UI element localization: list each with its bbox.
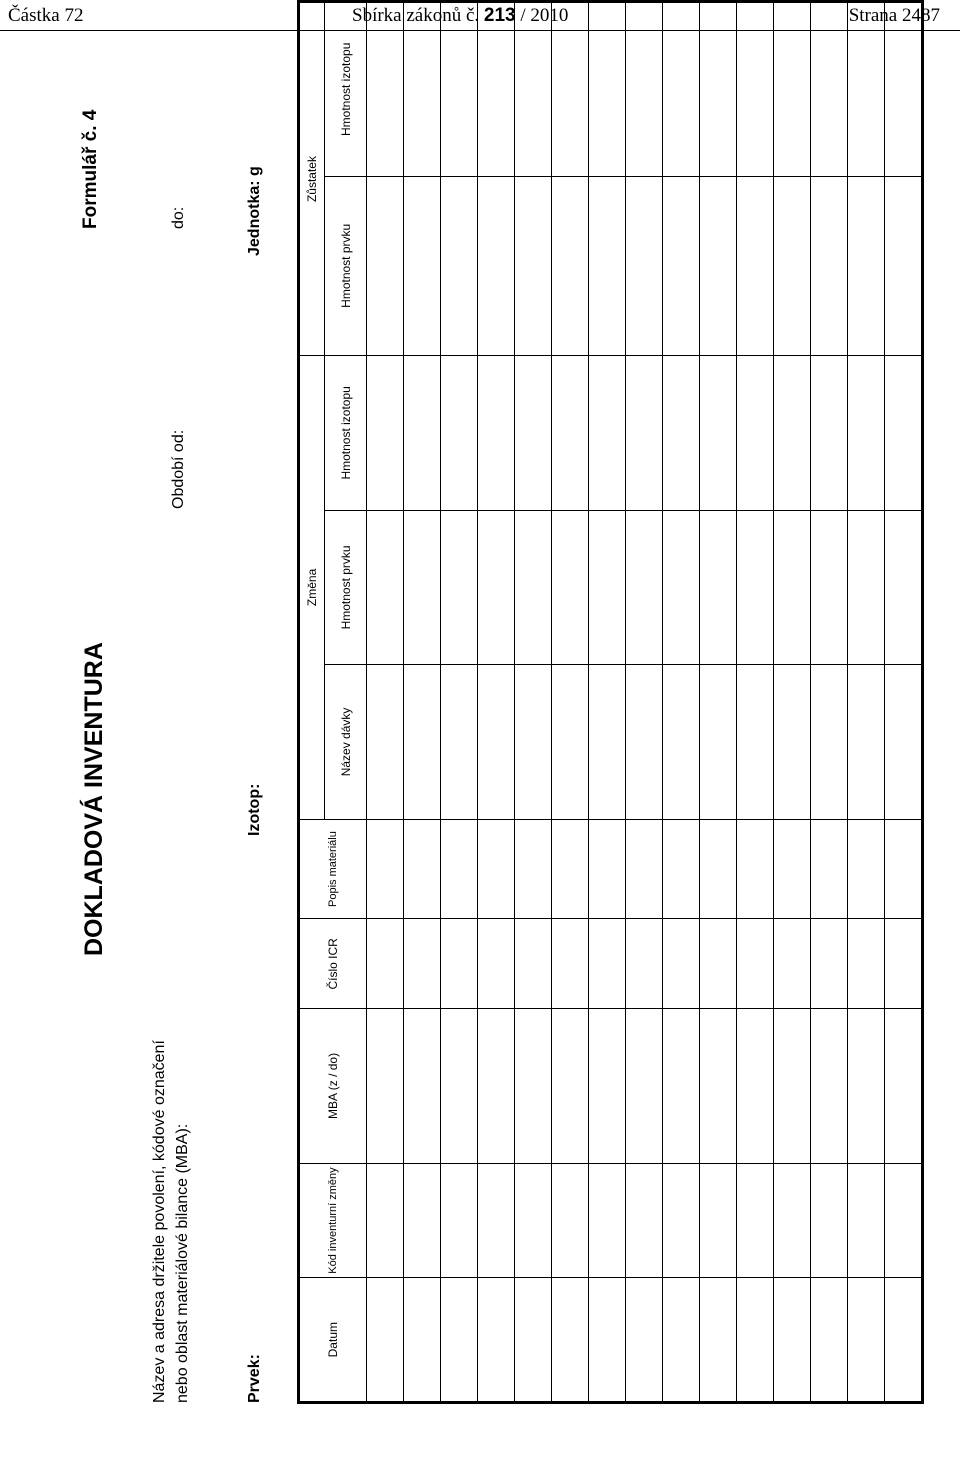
table-cell[interactable] — [663, 176, 700, 355]
table-cell[interactable] — [441, 510, 478, 665]
table-cell[interactable] — [367, 819, 404, 919]
table-cell[interactable] — [478, 819, 515, 919]
table-cell[interactable] — [515, 176, 552, 355]
table-cell[interactable] — [441, 1009, 478, 1163]
form-number: Formulář č. 4 — [80, 109, 101, 229]
table-cell[interactable] — [774, 176, 811, 355]
table-row — [848, 2, 885, 1403]
table-cell[interactable] — [515, 665, 552, 820]
group-zmena: Změna — [299, 356, 325, 820]
table-cell[interactable] — [626, 2, 663, 177]
table-cell[interactable] — [404, 176, 441, 355]
table-cell[interactable] — [404, 510, 441, 665]
table-row — [589, 2, 626, 1403]
table-cell[interactable] — [515, 356, 552, 511]
table-cell[interactable] — [515, 1163, 552, 1278]
table-cell[interactable] — [663, 2, 700, 177]
collection-year: / 2010 — [520, 5, 569, 26]
form-title: DOKLADOVÁ INVENTURA — [80, 642, 108, 956]
table-row — [441, 2, 478, 1403]
table-cell[interactable] — [367, 665, 404, 820]
col-hmotnost-izotopu: Hmotnost izotopu — [325, 356, 367, 511]
table-cell[interactable] — [589, 1278, 626, 1403]
table-cell[interactable] — [478, 1278, 515, 1403]
table-cell[interactable] — [404, 1163, 441, 1278]
table-cell[interactable] — [478, 1163, 515, 1278]
table-row — [663, 2, 700, 1403]
table-cell[interactable] — [515, 919, 552, 1009]
table-cell[interactable] — [626, 665, 663, 820]
table-cell[interactable] — [367, 1163, 404, 1278]
table-cell[interactable] — [700, 1278, 737, 1403]
table-cell[interactable] — [848, 919, 885, 1009]
mba-label: Název a adresa držitele povolení, kódové označení nebo oblast materiálové bilance (MBA): — [151, 1040, 191, 1403]
table-cell[interactable] — [367, 1009, 404, 1163]
table-cell[interactable] — [367, 1278, 404, 1403]
table-cell[interactable] — [589, 819, 626, 919]
table-cell[interactable] — [552, 1009, 589, 1163]
col-nazev-davky: Název dávky — [325, 665, 367, 820]
table-cell[interactable] — [552, 356, 589, 511]
table-cell[interactable] — [663, 1163, 700, 1278]
inventory-table — [297, 0, 924, 1404]
table-body — [367, 2, 923, 1403]
table-cell[interactable] — [811, 1278, 848, 1403]
table-row — [515, 2, 552, 1403]
table-cell[interactable] — [700, 1009, 737, 1163]
col-kod: Kód inventurní změny — [299, 1163, 367, 1278]
unit-label: Jednotka: g — [246, 166, 263, 256]
table-cell[interactable] — [737, 919, 774, 1009]
table-cell[interactable] — [626, 1163, 663, 1278]
table-cell[interactable] — [552, 665, 589, 820]
table-cell[interactable] — [885, 665, 923, 820]
col-datum: Datum — [299, 1278, 367, 1403]
table-cell[interactable] — [626, 1278, 663, 1403]
table-cell[interactable] — [811, 510, 848, 665]
isotope-label: Izotop: — [246, 783, 263, 836]
table-cell[interactable] — [441, 1278, 478, 1403]
table-cell[interactable] — [848, 819, 885, 919]
col-hmotnost-prvku: Hmotnost prvku — [325, 510, 367, 665]
table-cell[interactable] — [367, 176, 404, 355]
table-cell[interactable] — [478, 919, 515, 1009]
table-cell[interactable] — [515, 510, 552, 665]
table-cell[interactable] — [367, 919, 404, 1009]
table-cell[interactable] — [404, 356, 441, 511]
table-cell[interactable] — [367, 510, 404, 665]
table-cell[interactable] — [848, 2, 885, 177]
table-cell[interactable] — [589, 1009, 626, 1163]
table-cell[interactable] — [700, 819, 737, 919]
table-cell[interactable] — [441, 2, 478, 177]
table-row — [478, 2, 515, 1403]
table-cell[interactable] — [774, 510, 811, 665]
table-cell[interactable] — [811, 665, 848, 820]
col-mba: MBA (z / do) — [299, 1009, 367, 1163]
group-zustatek: Zůstatek — [299, 2, 325, 356]
table-cell[interactable] — [441, 919, 478, 1009]
table-cell[interactable] — [589, 510, 626, 665]
table-cell[interactable] — [700, 1163, 737, 1278]
table-cell[interactable] — [848, 356, 885, 511]
table-row — [811, 2, 848, 1403]
table-cell[interactable] — [700, 2, 737, 177]
table-cell[interactable] — [885, 1009, 923, 1163]
table-cell[interactable] — [478, 1009, 515, 1163]
table-cell[interactable] — [885, 176, 923, 355]
table-cell[interactable] — [441, 176, 478, 355]
table-cell[interactable] — [774, 2, 811, 177]
table-row — [885, 2, 923, 1403]
table-cell[interactable] — [700, 510, 737, 665]
col-icr: Číslo ICR — [299, 919, 367, 1009]
element-label: Prvek: — [246, 1354, 263, 1403]
table-cell[interactable] — [515, 819, 552, 919]
table-cell[interactable] — [737, 510, 774, 665]
col-popis: Popis materiálu — [299, 819, 367, 919]
table-cell[interactable] — [737, 1278, 774, 1403]
table-cell[interactable] — [663, 819, 700, 919]
table-cell[interactable] — [774, 1009, 811, 1163]
col-zustatek-hmotnost-izotopu: Hmotnost izotopu — [325, 2, 367, 177]
table-cell[interactable] — [885, 1278, 923, 1403]
table-cell[interactable] — [367, 2, 404, 177]
table-cell[interactable] — [848, 665, 885, 820]
table-cell[interactable] — [515, 2, 552, 177]
table-cell[interactable] — [848, 176, 885, 355]
issue-number: Částka 72 — [8, 5, 84, 26]
table-cell[interactable] — [626, 356, 663, 511]
table-cell[interactable] — [589, 356, 626, 511]
table-cell[interactable] — [737, 2, 774, 177]
table-cell[interactable] — [737, 665, 774, 820]
table-cell[interactable] — [811, 2, 848, 177]
table-row — [700, 2, 737, 1403]
table-cell[interactable] — [848, 1278, 885, 1403]
table-cell[interactable] — [737, 356, 774, 511]
table-cell[interactable] — [848, 1163, 885, 1278]
table-cell[interactable] — [404, 919, 441, 1009]
table-cell[interactable] — [848, 1009, 885, 1163]
period-from-label: Období od: — [170, 429, 187, 509]
table-row — [737, 2, 774, 1403]
table-cell[interactable] — [811, 1163, 848, 1278]
table-cell[interactable] — [626, 919, 663, 1009]
table-cell[interactable] — [626, 510, 663, 665]
table-cell[interactable] — [774, 819, 811, 919]
table-cell[interactable] — [552, 2, 589, 177]
table-cell[interactable] — [515, 1278, 552, 1403]
table-cell[interactable] — [404, 819, 441, 919]
table-cell[interactable] — [663, 1278, 700, 1403]
table-cell[interactable] — [478, 356, 515, 511]
table-row — [774, 2, 811, 1403]
table-cell[interactable] — [737, 1163, 774, 1278]
table-cell[interactable] — [367, 356, 404, 511]
table-cell[interactable] — [737, 819, 774, 919]
table-cell[interactable] — [811, 819, 848, 919]
page-number: Strana 2487 — [848, 5, 940, 26]
table-cell[interactable] — [441, 819, 478, 919]
table-cell[interactable] — [663, 1009, 700, 1163]
table-cell[interactable] — [811, 176, 848, 355]
table-cell[interactable] — [737, 176, 774, 355]
table-cell[interactable] — [478, 510, 515, 665]
table-cell[interactable] — [848, 510, 885, 665]
table-cell[interactable] — [552, 919, 589, 1009]
table-cell[interactable] — [441, 356, 478, 511]
table-cell[interactable] — [589, 2, 626, 177]
table-cell[interactable] — [774, 1163, 811, 1278]
table-cell[interactable] — [811, 1009, 848, 1163]
table-cell[interactable] — [404, 665, 441, 820]
table-cell[interactable] — [404, 2, 441, 177]
table-cell[interactable] — [663, 919, 700, 1009]
table-cell[interactable] — [885, 1163, 923, 1278]
table-cell[interactable] — [663, 510, 700, 665]
table-cell[interactable] — [737, 1009, 774, 1163]
table-row — [552, 2, 589, 1403]
table-cell[interactable] — [885, 919, 923, 1009]
table-cell[interactable] — [700, 176, 737, 355]
table-cell[interactable] — [478, 176, 515, 355]
table-cell[interactable] — [811, 919, 848, 1009]
table-cell[interactable] — [774, 919, 811, 1009]
table-row — [626, 2, 663, 1403]
table-cell[interactable] — [589, 919, 626, 1009]
table-cell[interactable] — [663, 665, 700, 820]
table-cell[interactable] — [885, 819, 923, 919]
table-cell[interactable] — [441, 665, 478, 820]
table-cell[interactable] — [515, 1009, 552, 1163]
table-cell[interactable] — [589, 176, 626, 355]
table-row — [404, 2, 441, 1403]
table-cell[interactable] — [626, 1009, 663, 1163]
table-cell[interactable] — [552, 819, 589, 919]
table-cell[interactable] — [774, 665, 811, 820]
table-cell[interactable] — [811, 356, 848, 511]
collection-prefix: Sbírka zákonů č. — [352, 5, 480, 26]
table-cell[interactable] — [552, 176, 589, 355]
table-cell[interactable] — [700, 665, 737, 820]
table-cell[interactable] — [552, 1278, 589, 1403]
table-cell[interactable] — [774, 1278, 811, 1403]
table-cell[interactable] — [478, 665, 515, 820]
table-cell[interactable] — [478, 2, 515, 177]
table-cell[interactable] — [885, 510, 923, 665]
table-cell[interactable] — [552, 510, 589, 665]
collection-number: 213 — [483, 5, 516, 26]
table-cell[interactable] — [404, 1278, 441, 1403]
table-row — [367, 2, 404, 1403]
table-cell[interactable] — [700, 919, 737, 1009]
table-cell[interactable] — [774, 356, 811, 511]
table-cell[interactable] — [404, 1009, 441, 1163]
col-zustatek-hmotnost-prvku: Hmotnost prvku — [325, 176, 367, 355]
table-cell[interactable] — [885, 356, 923, 511]
table-cell[interactable] — [663, 356, 700, 511]
table-cell[interactable] — [626, 176, 663, 355]
table-cell[interactable] — [626, 819, 663, 919]
table-cell[interactable] — [885, 2, 923, 177]
period-to-label: do: — [170, 206, 187, 229]
table-cell[interactable] — [441, 1163, 478, 1278]
table-cell[interactable] — [700, 356, 737, 511]
table-cell[interactable] — [589, 1163, 626, 1278]
table-cell[interactable] — [589, 665, 626, 820]
table-cell[interactable] — [552, 1163, 589, 1278]
